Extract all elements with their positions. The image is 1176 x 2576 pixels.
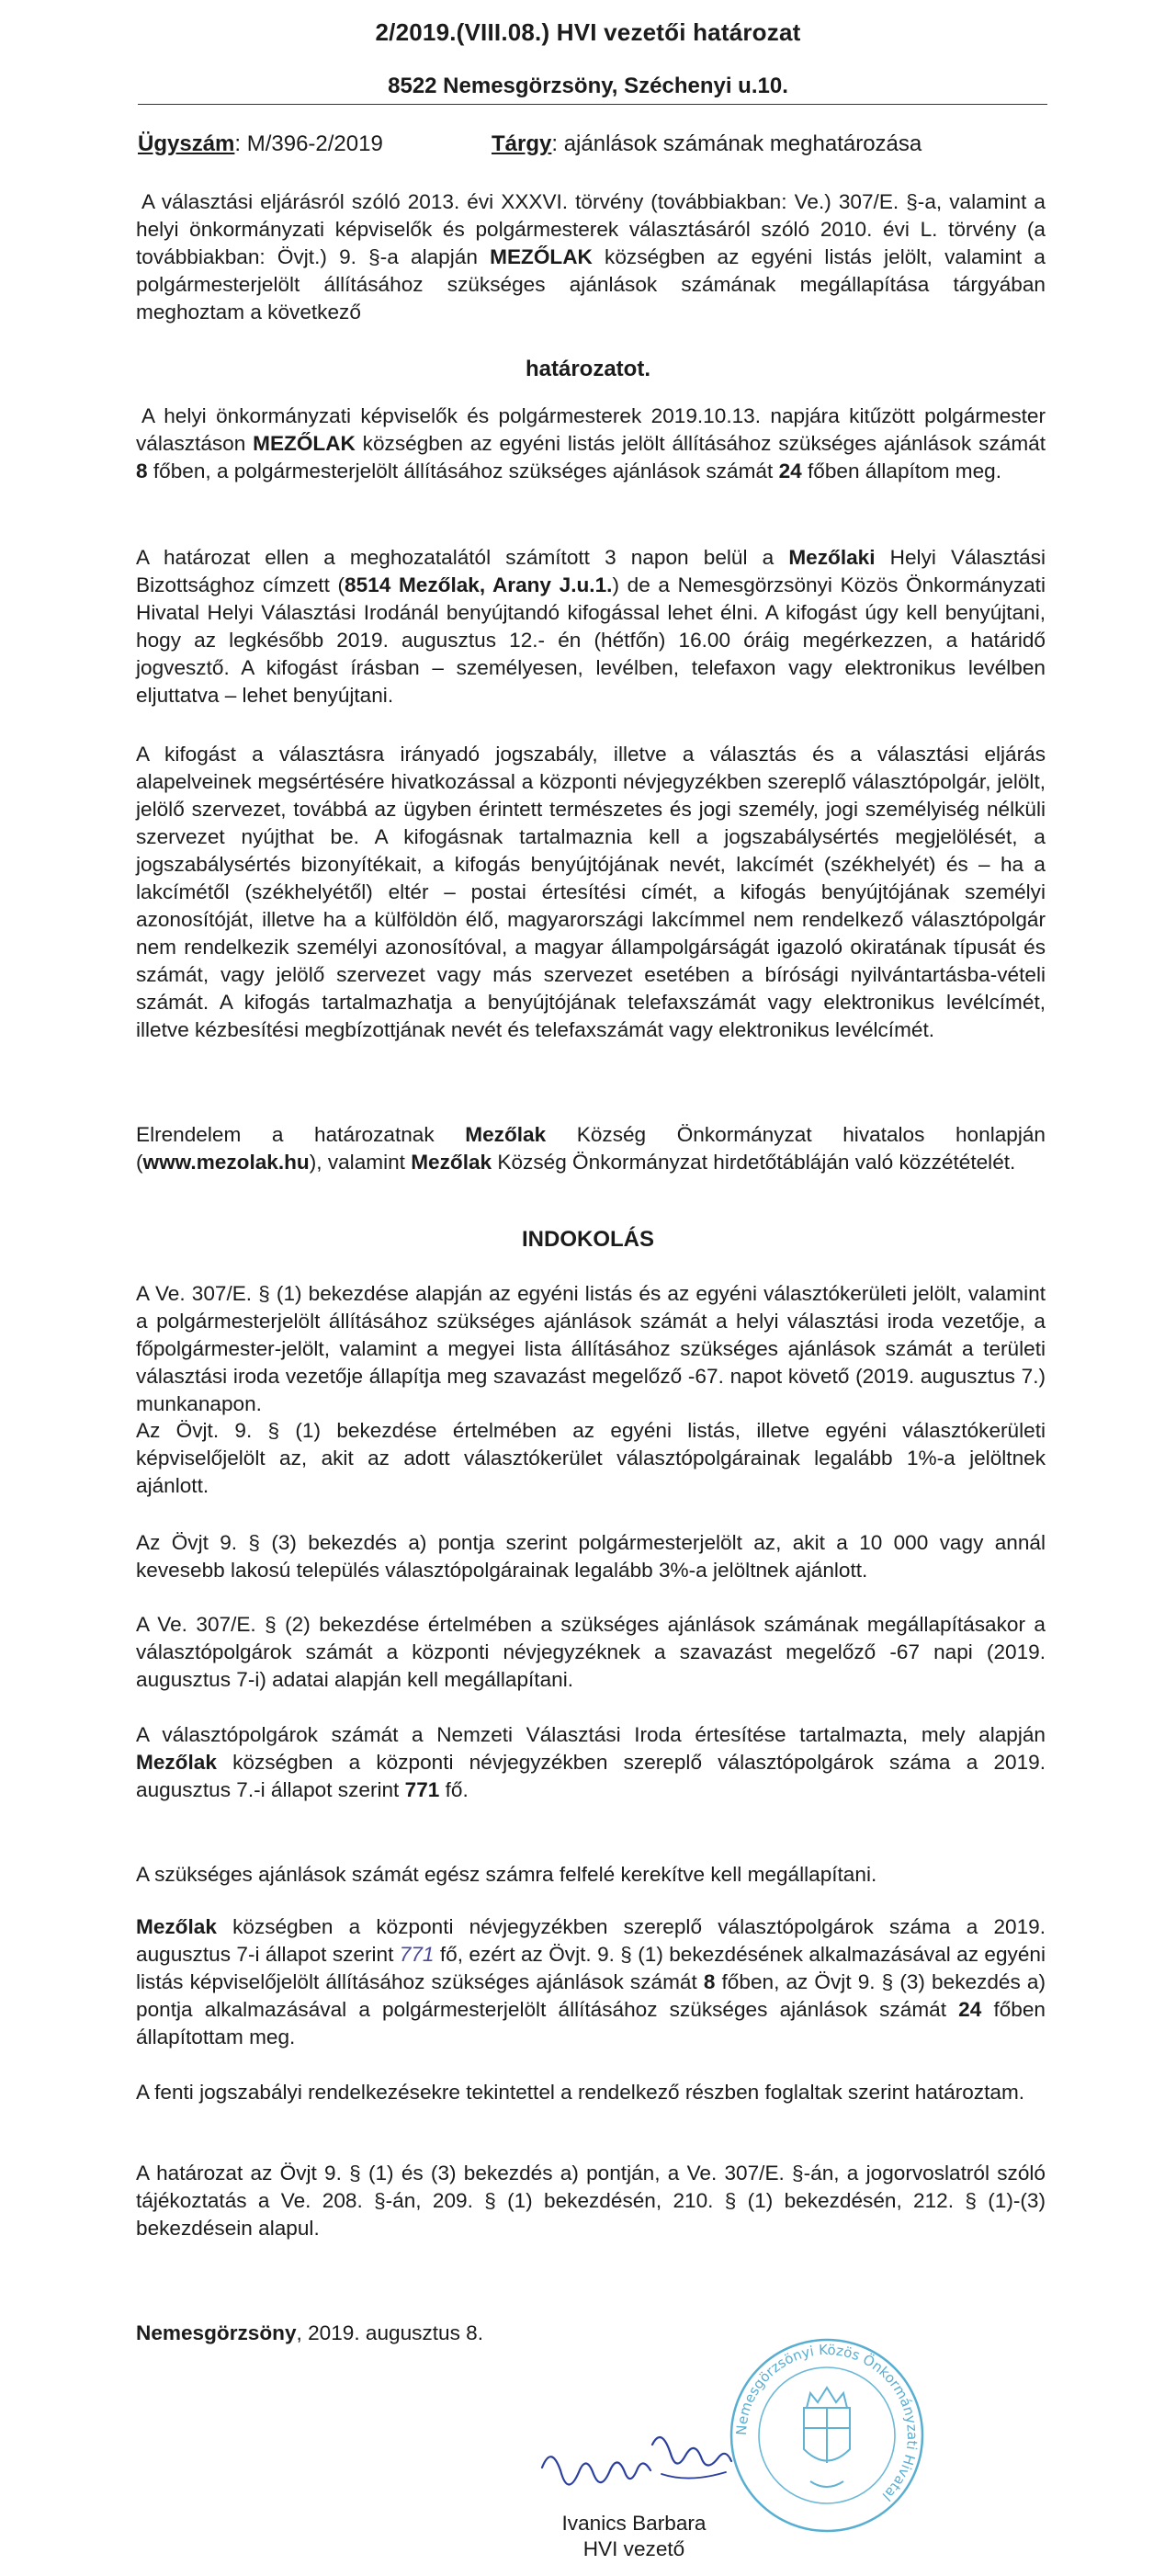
reasoning-paragraph-7: Mezőlak községben a központi névjegyzékben szereplő választópolgárok száma a 2019. augusztus 7-i állapot szerint 771 fő, ezért az Övjt. 9. § (1) bekezdésének alkalmazásával az egyéni listás képviselőjelölt állításához szükséges ajánlások számát 8 főben, az Övjt 9. § (3) bekezdés a) pontja alkalmazásával a polgármesterjelölt állításához szükséges ajánlások számát 24 főben állapítottam meg.	[136, 1915, 1046, 2048]
signatory-name: Ivanics Barbara	[561, 2512, 707, 2535]
document-title: 2/2019.(VIII.08.) HVI vezetői határozat	[375, 18, 801, 46]
reasoning-paragraph-5: A választópolgárok számát a Nemzeti Választási Iroda értesítése tartalmazta, mely alapján Mezőlak községben a központi névjegyzékben szereplő választópolgárok száma a 2019. augusztus 7.-i állapot szerint 771 fő.	[136, 1723, 1046, 1801]
handwritten-signature	[524, 2417, 744, 2518]
reasoning-paragraph-9: A határozat az Övjt 9. § (1) és (3) bekezdés a) pontján, a Ve. 307/E. §-án, a jogorvoslatról szóló tájékoztatás a Ve. 208. §-án, 209. § (1) bekezdésén, 210. § (1) bekezdésén, 212. § (1)-(3) bekezdésein alapul.	[136, 2162, 1046, 2240]
office-address: 8522 Nemesgörzsöny, Széchenyi u.10.	[388, 74, 788, 98]
reasoning-paragraph-3: Az Övjt 9. § (3) bekezdés a) pontja szerint polgármesterjelölt az, akit a 10 000 vagy annál kevesebb lakosú település választópolgárainak legalább 3%-a jelöltnek ajánlott.	[136, 1531, 1046, 1582]
case-number-value: : M/396-2/2019	[234, 131, 383, 156]
stamp-seal-icon	[726, 2334, 928, 2536]
stamp-text: Nemesgörzsönyi Közös Önkormányzati Hivatal	[732, 2341, 922, 2504]
reasoning-paragraph-6: A szükséges ajánlások számát egész számra felfelé kerekítve kell megállapítani.	[136, 1863, 877, 1886]
reasoning-paragraph-2: Az Övjt. 9. § (1) bekezdése értelmében az egyéni listás, illetve egyéni választókerületi képviselőjelölt az, akit az adott választókerület választópolgárainak legalább 1%-a jelöltnek ajánlott.	[136, 1419, 1046, 1497]
signatory-role: HVI vezető	[582, 2537, 685, 2560]
intro-paragraph: A választási eljárásról szóló 2013. évi XXXVI. törvény (továbbiakban: Ve.) 307/E. §-a, valamint a helyi önkormányzati képviselők és polgármesterek választásáról szóló 2010. évi L. törvény (a továbbiakban: Övjt.) 9. §-a alapján MEZŐLAK községben az egyéni listás jelölt, valamint a polgármesterjelölt állításához szükséges ajánlások számának megállapítása tárgyában meghoztam a következő	[136, 190, 1046, 323]
reasoning-heading: INDOKOLÁS	[522, 1227, 654, 1252]
handwritten-number: 771	[399, 1943, 435, 1966]
reasoning-paragraph-1: A Ve. 307/E. § (1) bekezdése alapján az egyéni listás és az egyéni választókerületi jelölt, valamint a polgármesterjelölt állításához szükséges ajánlások számát a helyi választási iroda vezetője, a főpolgármester-jelölt, valamint a megyei lista állításához szükséges ajánlások számát a területi választási iroda vezetője állapítja meg szavazást megelőző -67. napot követő (2019. augusztus 7.) munkanapon.	[136, 1282, 1046, 1415]
reasoning-paragraph-8: A fenti jogszabályi rendelkezésekre tekintettel a rendelkező részben foglaltak szerint határoztam.	[136, 2081, 1025, 2104]
case-number-label: Ügyszám	[138, 131, 235, 156]
place-and-date: Nemesgörzsöny, 2019. augusztus 8.	[136, 2321, 484, 2344]
signature-block	[514, 2371, 753, 2573]
case-number	[138, 131, 383, 157]
official-stamp	[726, 2334, 928, 2536]
subject	[492, 131, 922, 157]
appeal-paragraph: A határozat ellen a meghozatalától számított 3 napon belül a Mezőlaki Helyi Választási Bizottsághoz címzett (8514 Mezőlak, Arany J.u.1.) de a Nemesgörzsönyi Közös Önkormányzati Hivatal Helyi Választási Irodánál benyújtandó kifogással lehet élni. A kifogást úgy kell benyújtani, hogy az legkésőbb 2019. augusztus 12.- én (hétfőn) 16.00 óráig megérkezzen, a határidő jogvesztő. A kifogást írásban – személyesen, levélben, telefaxon vagy elektronikus levélben eljuttatva – lehet benyújtani.	[136, 546, 1046, 707]
subject-label: Tárgy	[492, 131, 552, 156]
decision-paragraph: A helyi önkormányzati képviselők és polgármesterek 2019.10.13. napjára kitűzött polgármester választáson MEZŐLAK községben az egyéni listás jelölt állításához szükséges ajánlások számát 8 főben, a polgármesterjelölt állításához szükséges ajánlások számát 24 főben állapítom meg.	[136, 404, 1046, 482]
subject-value: : ajánlások számának meghatározása	[551, 131, 922, 156]
header-divider	[138, 104, 1047, 105]
publication-paragraph: Elrendelem a határozatnak Mezőlak Község Önkormányzat hivatalos honlapján (www.mezolak.hu), valamint Mezőlak Község Önkormányzat hirdetőtábláján való közzétételét.	[136, 1123, 1046, 1174]
decision-heading: határozatot.	[525, 357, 650, 381]
reasoning-paragraph-4: A Ve. 307/E. § (2) bekezdése értelmében a szükséges ajánlások számának megállapításakor a választópolgárok számát a központi névjegyzéknek a szavazást megelőző -67 napi (2019. augusztus 7-i) adatai alapján kell megállapítani.	[136, 1613, 1046, 1691]
objection-paragraph: A kifogást a választásra irányadó jogszabály, illetve a választás és a választási eljárás alapelveinek megsértésére hivatkozással a központi névjegyzékben szereplő választópolgár, jelölt, jelölő szervezet, továbbá az ügyben érintett természetes és jogi személy, jogi személyiség nélküli szervezet nyújthat be. A kifogásnak tartalmaznia kell a jogszabálysértés megjelölését, a jogszabálysértés bizonyítékait, a kifogás benyújtójának nevét, lakcímét (székhelyét) és – ha a lakcímétől (székhelyétől) eltér – postai értesítési címét, a kifogás benyújtójának személyi azonosítóját, illetve ha a külföldön élő, magyarországi lakcímmel nem rendelkező választópolgár nem rendelkezik személyi azonosítóval, a magyar állampolgárságát igazoló okiratának típusát és számát, vagy jelölő szervezet vagy más szervezet esetében a bírósági nyilvántartásba-vételi számát. A kifogás tartalmazhatja a benyújtójának telefaxszámát vagy elektronikus levélcímét, illetve kézbesítési megbízottjának nevét és telefaxszámát vagy elektronikus levélcímét.	[136, 743, 1046, 1041]
signatory	[514, 2511, 753, 2562]
